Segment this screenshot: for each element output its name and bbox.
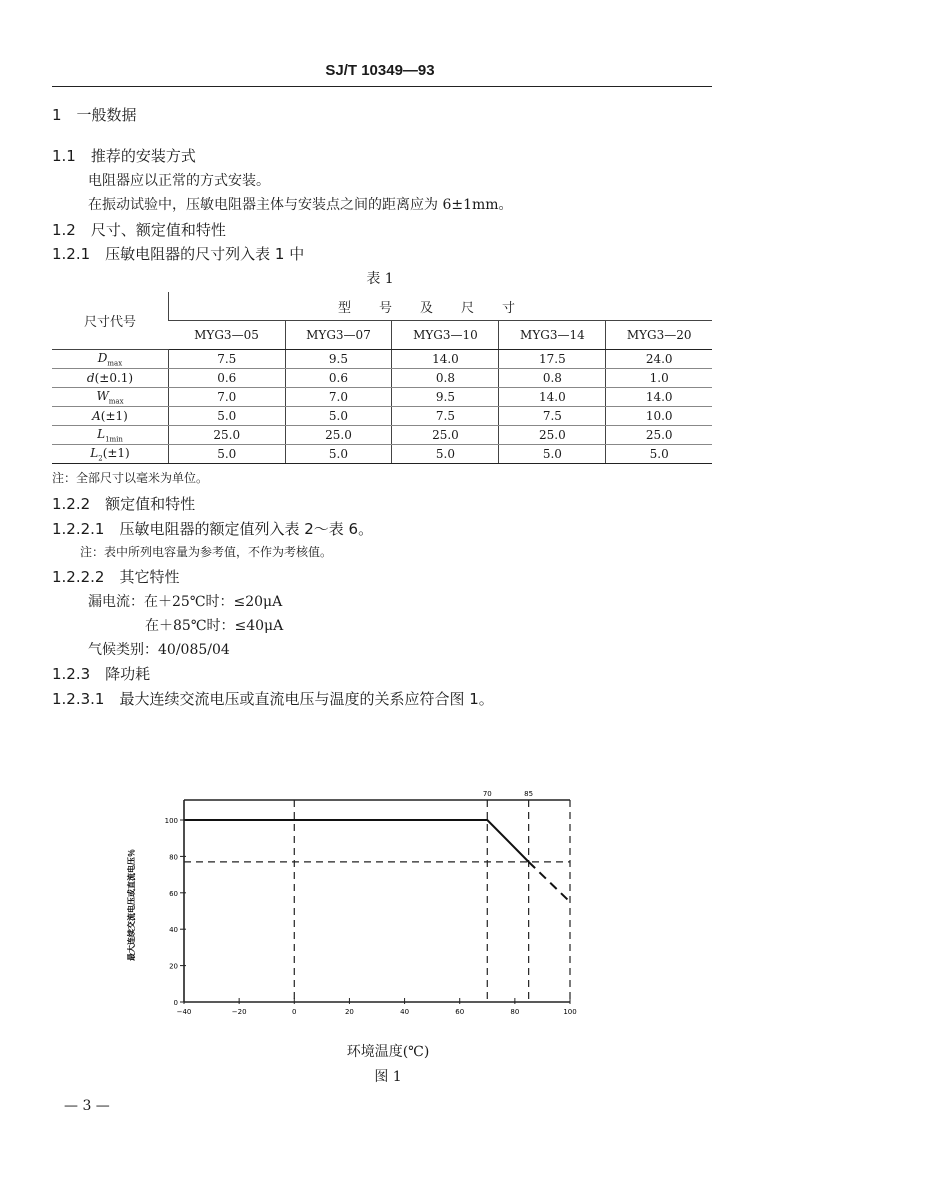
y-tick-label: 80 [169,853,178,862]
dimension-symbol: $D_{max}$ [52,350,169,369]
model-header-4: MYG3—14 [499,321,606,350]
dimension-value: 5.0 [392,445,499,464]
dimension-value: 25.0 [606,426,712,445]
y-tick-label: 40 [169,926,178,935]
section-1-2-2-1-heading: 1.2.2.1 压敏电阻器的额定值列入表 2～表 6。 [52,520,374,538]
dimension-value: 7.0 [169,388,286,407]
series-line-extrapolation [529,862,570,902]
chart-y-label: 最大连续交流电压或直流电压％ [127,849,136,961]
table-row [52,426,712,445]
table-note: 注：全部尺寸以毫米为单位。 [52,471,209,485]
dimension-value: 25.0 [392,426,499,445]
dimension-symbol: $L_2(\pm 1)$ [52,445,169,464]
dimension-value: 0.8 [392,369,499,388]
series-line-rated [184,820,529,862]
dimension-value: 17.5 [499,350,606,369]
top-tick-label: 70 [482,790,492,798]
dimension-value: 14.0 [392,350,499,369]
dimension-value: 1.0 [606,369,712,388]
table-caption: 表 1 [366,271,394,287]
dimension-symbol: d(±0.1) [52,369,169,388]
y-tick-label: 60 [169,889,178,898]
dimension-value: 0.6 [285,369,392,388]
dimension-symbol: $W_{max}$ [52,388,169,407]
paragraph-mounting: 电阻器应以正常的方式安装。 [88,173,270,189]
figure-caption: 图 1 [374,1069,402,1085]
x-tick-label: 100 [563,1008,577,1016]
dimension-value: 9.5 [285,350,392,369]
dimension-value: 7.0 [285,388,392,407]
section-1-2-heading: 1.2 尺寸、额定值和特性 [52,221,226,239]
x-tick-label: 80 [510,1008,520,1016]
dimension-value: 7.5 [169,350,286,369]
model-header-1: MYG3—05 [169,321,286,350]
x-tick-label: 40 [400,1008,410,1016]
dimension-symbol: A(±1) [52,407,169,426]
dimension-value: 25.0 [499,426,606,445]
top-tick-label: 85 [524,790,534,798]
dimension-value: 5.0 [169,445,286,464]
dimension-value: 7.5 [392,407,499,426]
x-tick-label: 0 [292,1008,297,1016]
climate-category: 气候类别：40/085/04 [88,642,230,658]
section-1-heading: 1 一般数据 [52,106,137,124]
dimension-symbol: $L_{1min}$ [52,426,169,445]
dimension-value: 5.0 [285,407,392,426]
model-header-5: MYG3—20 [606,321,712,350]
derating-chart [120,780,600,1030]
table-row [52,407,712,426]
dimension-value: 0.6 [169,369,286,388]
dimension-table [52,292,712,464]
y-tick-label: 0 [173,999,178,1007]
section-1-2-2-2-heading: 1.2.2.2 其它特性 [52,568,180,586]
section-1-2-3-heading: 1.2.3 降功耗 [52,665,151,683]
dimension-value: 5.0 [606,445,712,464]
table-row [52,445,712,464]
dimension-value: 14.0 [499,388,606,407]
table-row [52,369,712,388]
chart-x-label: 环境温度(℃) [346,1044,430,1060]
x-tick-label: −20 [231,1008,247,1016]
dimension-value: 14.0 [606,388,712,407]
y-tick-label: 20 [169,962,178,971]
dimension-value: 10.0 [606,407,712,426]
section-1-2-1-heading: 1.2.1 压敏电阻器的尺寸列入表 1 中 [52,245,305,263]
dimension-value: 5.0 [285,445,392,464]
table-row [52,388,712,407]
chart-frame [184,800,570,1002]
section-1-1-heading: 1.1 推荐的安装方式 [52,147,196,165]
section-1-2-2-heading: 1.2.2 额定值和特性 [52,495,196,513]
document-header: SJ/T 10349—93 [325,62,435,79]
section-1-2-3-1-heading: 1.2.3.1 最大连续交流电压或直流电压与温度的关系应符合图 1。 [52,690,494,708]
model-header-2: MYG3—07 [285,321,392,350]
x-tick-label: −40 [176,1008,192,1016]
header-rule [52,86,712,87]
y-tick-label: 100 [164,817,178,825]
dimension-value: 25.0 [169,426,286,445]
dimension-value: 24.0 [606,350,712,369]
dimension-value: 7.5 [499,407,606,426]
page-number: — 3 — [64,1098,110,1114]
table-row [52,350,712,369]
dimension-value: 9.5 [392,388,499,407]
model-header-3: MYG3—10 [392,321,499,350]
dimension-value: 5.0 [169,407,286,426]
dimension-value: 25.0 [285,426,392,445]
paragraph-vibration: 在振动试验中，压敏电阻器主体与安装点之间的距离应为 6±1mm。 [88,197,513,213]
x-tick-label: 60 [455,1008,465,1016]
chart-series [184,820,570,902]
dimension-value: 5.0 [499,445,606,464]
leakage-85c: 在＋85℃时：≤40μA [145,618,284,634]
code-header: 尺寸代号 [52,292,169,350]
x-tick-label: 20 [344,1008,354,1016]
dimension-value: 0.8 [499,369,606,388]
group-header: 型号及尺寸 [169,292,713,321]
leakage-25c: 漏电流：在＋25℃时：≤20μA [88,594,283,610]
chart-ticks [165,790,577,1016]
ratings-note: 注：表中所列电容量为参考值，不作为考核值。 [80,545,333,559]
